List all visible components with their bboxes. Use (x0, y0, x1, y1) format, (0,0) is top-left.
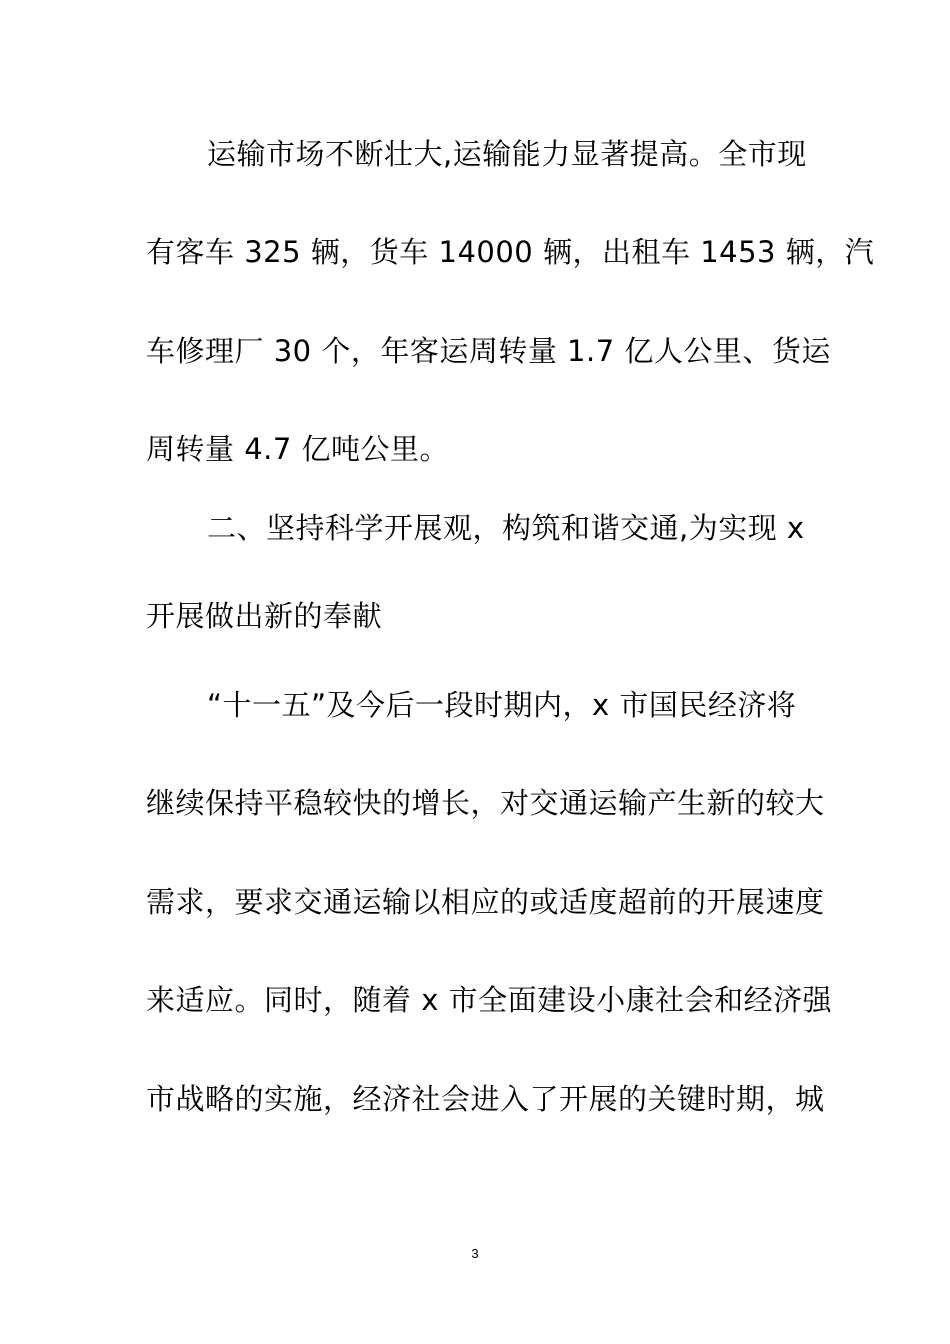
paragraph-line: 有客车 325 辆，货车 14000 辆，出租车 1453 辆，汽 (146, 235, 875, 269)
paragraph-line: 继续保持平稳较快的增长，对交通运输产生新的较大 (146, 786, 825, 820)
paragraph-line: 运输市场不断壮大,运输能力显著提高。全市现 (207, 137, 807, 171)
paragraph-line: 来适应。同时，随着 x 市全面建设小康社会和经济强 (146, 983, 833, 1017)
paragraph-line: 市战略的实施，经济社会进入了开展的关键时期，城 (146, 1082, 825, 1116)
page-number: 3 (471, 1246, 479, 1261)
paragraph-line: 周转量 4.7 亿吨公里。 (146, 432, 450, 466)
paragraph-line: 需求，要求交通运输以相应的或适度超前的开展速度 (146, 885, 825, 919)
paragraph-line: “十一五”及今后一段时期内，x 市国民经济将 (207, 688, 797, 722)
section-heading-line: 二、坚持科学开展观，构筑和谐交通,为实现 x (207, 511, 805, 545)
paragraph-line: 车修理厂 30 个，年客运周转量 1.7 亿人公里、货运 (146, 334, 831, 368)
section-heading-line: 开展做出新的奉献 (146, 599, 383, 633)
